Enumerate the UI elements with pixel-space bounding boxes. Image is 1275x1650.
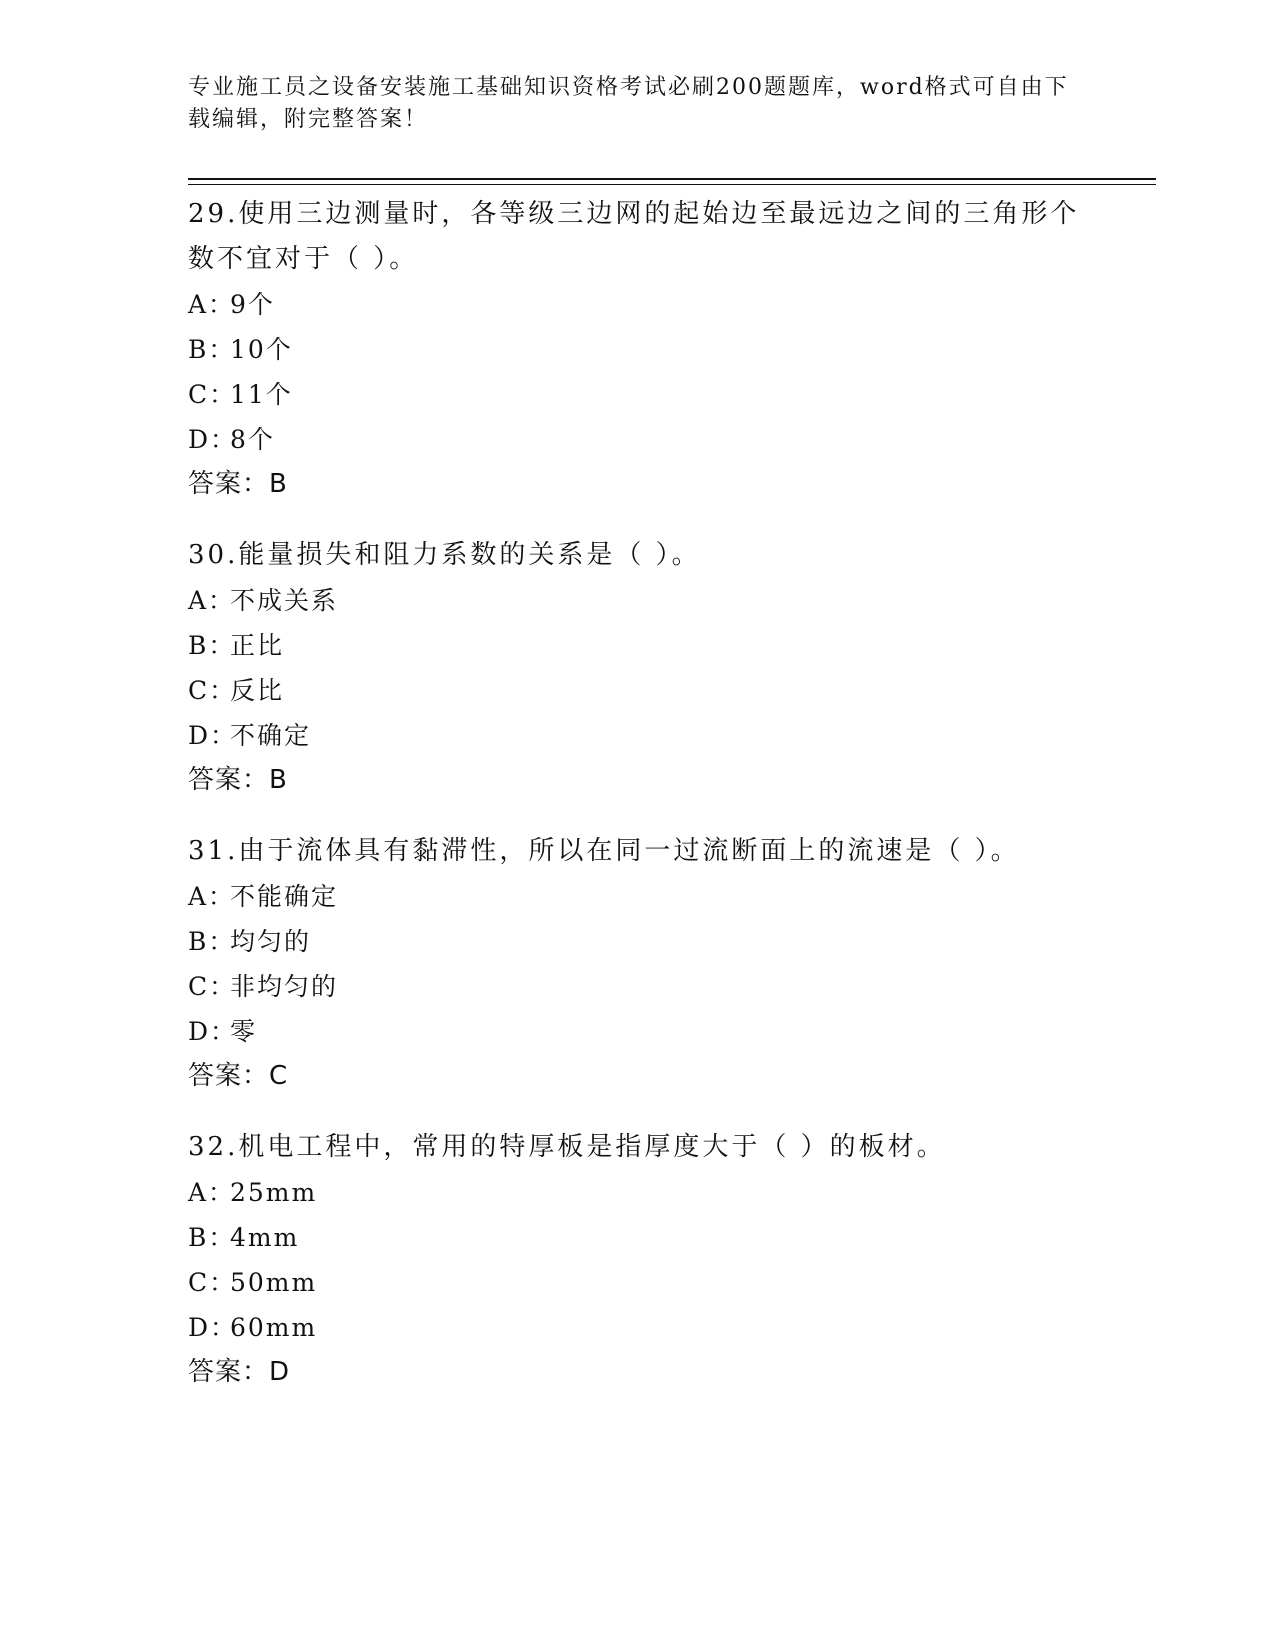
answer-option — [188, 372, 1088, 417]
option-text: 均匀的 — [230, 927, 312, 956]
answer-option — [188, 1009, 1088, 1054]
answer-option — [188, 1170, 1088, 1215]
option-text: 正比 — [230, 631, 285, 660]
question-stem: 32.机电工程中，常用的特厚板是指厚度大于（ ）的板材。 — [188, 1132, 946, 1162]
answer-option — [188, 417, 1088, 462]
answer-option — [188, 1305, 1088, 1350]
answer-line: 答案：D — [188, 1357, 291, 1387]
option-text: 4mm — [230, 1223, 300, 1252]
answer-option — [188, 1215, 1088, 1260]
answer-line: 答案：B — [188, 765, 288, 795]
answer-option — [188, 1260, 1088, 1305]
option-key: C： — [188, 676, 237, 705]
option-text: 9个 — [230, 290, 275, 319]
option-key: A： — [188, 1178, 236, 1207]
option-key: B： — [188, 335, 236, 364]
option-text: 60mm — [230, 1313, 318, 1342]
option-key: A： — [188, 290, 236, 319]
question-stem: 31.由于流体具有黏滞性，所以在同一过流断面上的流速是（ ）。 — [188, 836, 1020, 866]
option-key: D： — [188, 1017, 238, 1046]
answer-line: 答案：C — [188, 1061, 289, 1091]
option-text: 反比 — [230, 676, 285, 705]
answer-option — [188, 327, 1088, 372]
question-block — [188, 1125, 1088, 1395]
option-text: 11个 — [230, 380, 293, 409]
option-text: 不能确定 — [230, 882, 339, 911]
option-key: A： — [188, 586, 236, 615]
option-text: 不成关系 — [230, 586, 339, 615]
answer-option — [188, 874, 1088, 919]
question-stem: 30.能量损失和阻力系数的关系是（ ）。 — [188, 540, 701, 570]
answer-option — [188, 668, 1088, 713]
option-key: D： — [188, 1313, 238, 1342]
question-block — [188, 192, 1088, 507]
question-list — [188, 192, 1088, 1421]
option-key: B： — [188, 631, 236, 660]
answer-option — [188, 623, 1088, 668]
option-text: 零 — [230, 1017, 258, 1046]
option-key: B： — [188, 927, 236, 956]
header-divider — [188, 178, 1156, 180]
option-text: 8个 — [230, 425, 275, 454]
option-key: C： — [188, 1268, 237, 1297]
option-key: C： — [188, 380, 237, 409]
option-key: D： — [188, 425, 238, 454]
option-text: 10个 — [230, 335, 293, 364]
answer-option — [188, 578, 1088, 623]
question-block — [188, 829, 1088, 1099]
option-text: 不确定 — [230, 721, 312, 750]
answer-line: 答案：B — [188, 469, 288, 499]
option-key: A： — [188, 882, 236, 911]
question-block — [188, 533, 1088, 803]
option-key: C： — [188, 972, 237, 1001]
option-text: 50mm — [230, 1268, 318, 1297]
answer-option — [188, 713, 1088, 758]
header-divider-thin — [188, 184, 1156, 185]
answer-option — [188, 282, 1088, 327]
option-text: 非均匀的 — [230, 972, 339, 1001]
option-key: B： — [188, 1223, 236, 1252]
document-header: 专业施工员之设备安装施工基础知识资格考试必刷200题题库，word格式可自由下载编辑，附完整答案！ — [188, 75, 1069, 132]
question-stem: 29.使用三边测量时，各等级三边网的起始边至最远边之间的三角形个数不宜对于（ ）。 — [188, 199, 1080, 274]
answer-option — [188, 964, 1088, 1009]
option-key: D： — [188, 721, 238, 750]
option-text: 25mm — [230, 1178, 318, 1207]
answer-option — [188, 919, 1088, 964]
